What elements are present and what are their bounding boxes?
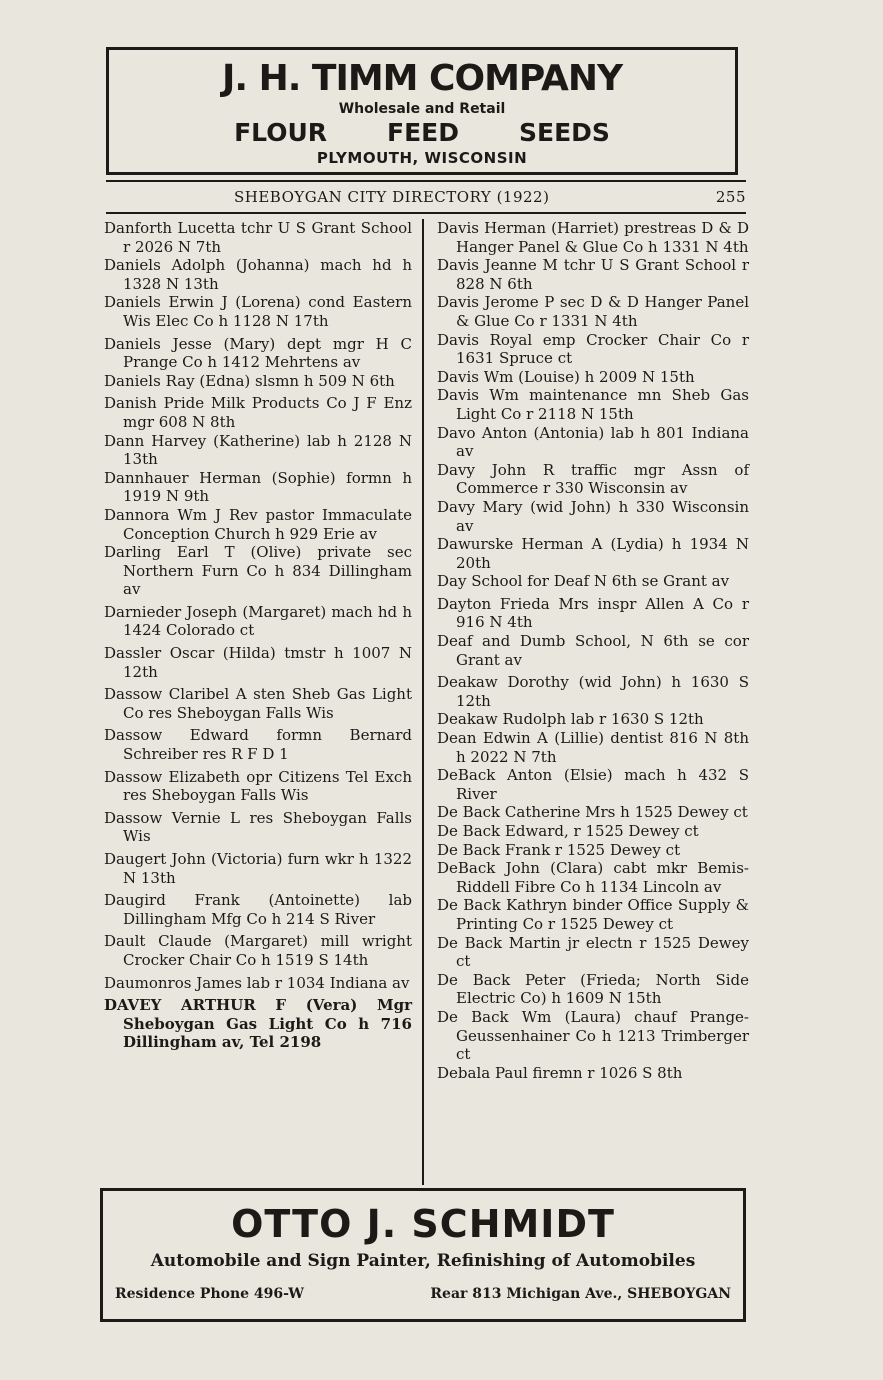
directory-entry: Dassler Oscar (Hilda) tmstr h 1007 N 12th	[104, 644, 412, 681]
left-column	[104, 219, 412, 1052]
directory-entry: De Back Catherine Mrs h 1525 Dewey ct	[437, 803, 748, 822]
schmidt-ad	[100, 1188, 746, 1322]
right-column	[437, 219, 749, 1082]
directory-entry: Deakaw Rudolph lab r 1630 S 12th	[437, 710, 704, 729]
directory-entry: Darnieder Joseph (Margaret) mach hd h 1424 Colorado ct	[104, 602, 412, 640]
directory-entry: Dayton Frieda Mrs inspr Allen A Co r 916 N 4th	[437, 594, 749, 632]
directory-entry: DeBack John (Clara) cabt mkr Bemis-Riddell Fibre Co h 1134 Lincoln av	[437, 859, 749, 896]
directory-entry: Daugert John (Victoria) furn wkr h 1322 N 13th	[104, 850, 412, 887]
header-rule-top	[106, 180, 746, 182]
directory-entry: Davis Royal emp Crocker Chair Co r 1631 Spruce ct	[437, 330, 749, 368]
ad-city: PLYMOUTH, WISCONSIN	[316, 149, 528, 167]
ad-subtitle: Wholesale and Retail	[338, 101, 506, 117]
directory-entry: De Back Frank r 1525 Dewey ct	[437, 840, 681, 859]
directory-entry: Darling Earl T (Olive) private sec Northern Furn Co h 834 Dillingham av	[104, 543, 412, 599]
directory-entry: Dannhauer Herman (Sophie) formn h 1919 N 9th	[104, 468, 412, 506]
ad-bottom-phone: Residence Phone 496-W	[115, 1286, 304, 1302]
ad-product: FEED	[387, 118, 459, 147]
directory-entry: Davis Jeanne M tchr U S Grant School r 828 N 6th	[437, 256, 749, 293]
ad-bottom-trade: Automobile and Sign Painter, Refinishing of Automobiles	[150, 1251, 696, 1271]
directory-entry: De Back Wm (Laura) chauf Prange-Geussenhainer Co h 1213 Trimberger ct	[437, 1007, 749, 1064]
directory-entry: Daumonros James lab r 1034 Indiana av	[104, 973, 410, 992]
directory-entry: Daniels Erwin J (Lorena) cond Eastern Wis Elec Co h 1128 N 17th	[104, 293, 412, 330]
directory-entry: DAVEY ARTHUR F (Vera) Mgr Sheboygan Gas Light Co h 716 Dillingham av, Tel 2198	[104, 996, 412, 1052]
directory-entry: Daniels Jesse (Mary) dept mgr H C Prange Co h 1412 Mehrtens av	[104, 334, 412, 372]
directory-entry: Dannora Wm J Rev pastor Immaculate Conception Church h 929 Erie av	[104, 505, 412, 543]
timm-company-ad	[106, 47, 738, 175]
directory-entry: Davy Mary (wid John) h 330 Wisconsin av	[437, 497, 749, 535]
directory-entry: Deakaw Dorothy (wid John) h 1630 S 12th	[437, 673, 749, 710]
ad-product: FLOUR	[234, 118, 327, 147]
directory-entry: Davis Wm maintenance mn Sheb Gas Light Co r 2118 N 15th	[437, 386, 749, 423]
directory-entry: Daugird Frank (Antoinette) lab Dillingham Mfg Co h 214 S River	[104, 891, 412, 928]
directory-entry: De Back Kathryn binder Office Supply & Printing Co r 1525 Dewey ct	[437, 896, 749, 933]
directory-entry: Deaf and Dumb School, N 6th se cor Grant av	[437, 632, 749, 669]
ad-product: SEEDS	[519, 118, 610, 147]
directory-entry: Davis Jerome P sec D & D Hanger Panel & Glue Co r 1331 N 4th	[437, 293, 749, 330]
directory-entry: Davis Wm (Louise) h 2009 N 15th	[437, 367, 695, 386]
ad-bottom-footer	[103, 1275, 743, 1305]
directory-entry: DeBack Anton (Elsie) mach h 432 S River	[437, 766, 749, 803]
directory-entry: Davy John R traffic mgr Assn of Commerce r 330 Wisconsin av	[437, 460, 749, 498]
directory-entry: Dann Harvey (Katherine) lab h 2128 N 13th	[104, 431, 412, 469]
directory-entry: De Back Peter (Frieda; North Side Electric Co) h 1609 N 15th	[437, 970, 749, 1008]
header-rule-bottom	[106, 212, 746, 214]
directory-entry: Dawurske Herman A (Lydia) h 1934 N 20th	[437, 535, 749, 572]
directory-entry: Dault Claude (Margaret) mill wright Crocker Chair Co h 1519 S 14th	[104, 932, 412, 969]
directory-entry: Davis Herman (Harriet) prestreas D & D Hanger Panel & Glue Co h 1331 N 4th	[437, 219, 749, 256]
directory-entry: Davo Anton (Antonia) lab h 801 Indiana av	[437, 423, 749, 461]
directory-title: SHEBOYGAN CITY DIRECTORY (1922)	[234, 188, 550, 206]
ad-bottom-name: OTTO J. SCHMIDT	[231, 1202, 615, 1246]
directory-entry: De Back Edward, r 1525 Dewey ct	[437, 822, 699, 840]
ad-products	[109, 118, 735, 148]
directory-entry: Dean Edwin A (Lillie) dentist 816 N 8th h 2022 N 7th	[437, 729, 749, 766]
directory-entry: Daniels Adolph (Johanna) mach hd h 1328 N 13th	[104, 256, 412, 293]
ad-bottom-address: Rear 813 Michigan Ave., SHEBOYGAN	[430, 1286, 731, 1302]
directory-entry: Dassow Elizabeth opr Citizens Tel Exch res Sheboygan Falls Wis	[104, 767, 412, 805]
directory-entry: De Back Martin jr electn r 1525 Dewey ct	[437, 933, 749, 971]
directory-entry: Dassow Edward formn Bernard Schreiber res R F D 1	[104, 726, 412, 764]
directory-entry: Day School for Deaf N 6th se Grant av	[437, 572, 730, 591]
directory-entry: Danforth Lucetta tchr U S Grant School r 2026 N 7th	[104, 219, 412, 256]
directory-entry: Daniels Ray (Edna) slsmn h 509 N 6th	[104, 371, 395, 390]
ad-company-name: J. H. TIMM COMPANY	[221, 58, 623, 99]
directory-entry: Dassow Claribel A sten Sheb Gas Light Co res Sheboygan Falls Wis	[104, 685, 412, 722]
directory-entry: Dassow Vernie L res Sheboygan Falls Wis	[104, 808, 412, 846]
page-number: 255	[715, 188, 746, 206]
directory-entry: Debala Paul firemn r 1026 S 8th	[437, 1063, 683, 1082]
running-head	[106, 188, 746, 210]
column-divider	[422, 219, 424, 1185]
directory-entry: Danish Pride Milk Products Co J F Enz mgr 608 N 8th	[104, 394, 412, 431]
